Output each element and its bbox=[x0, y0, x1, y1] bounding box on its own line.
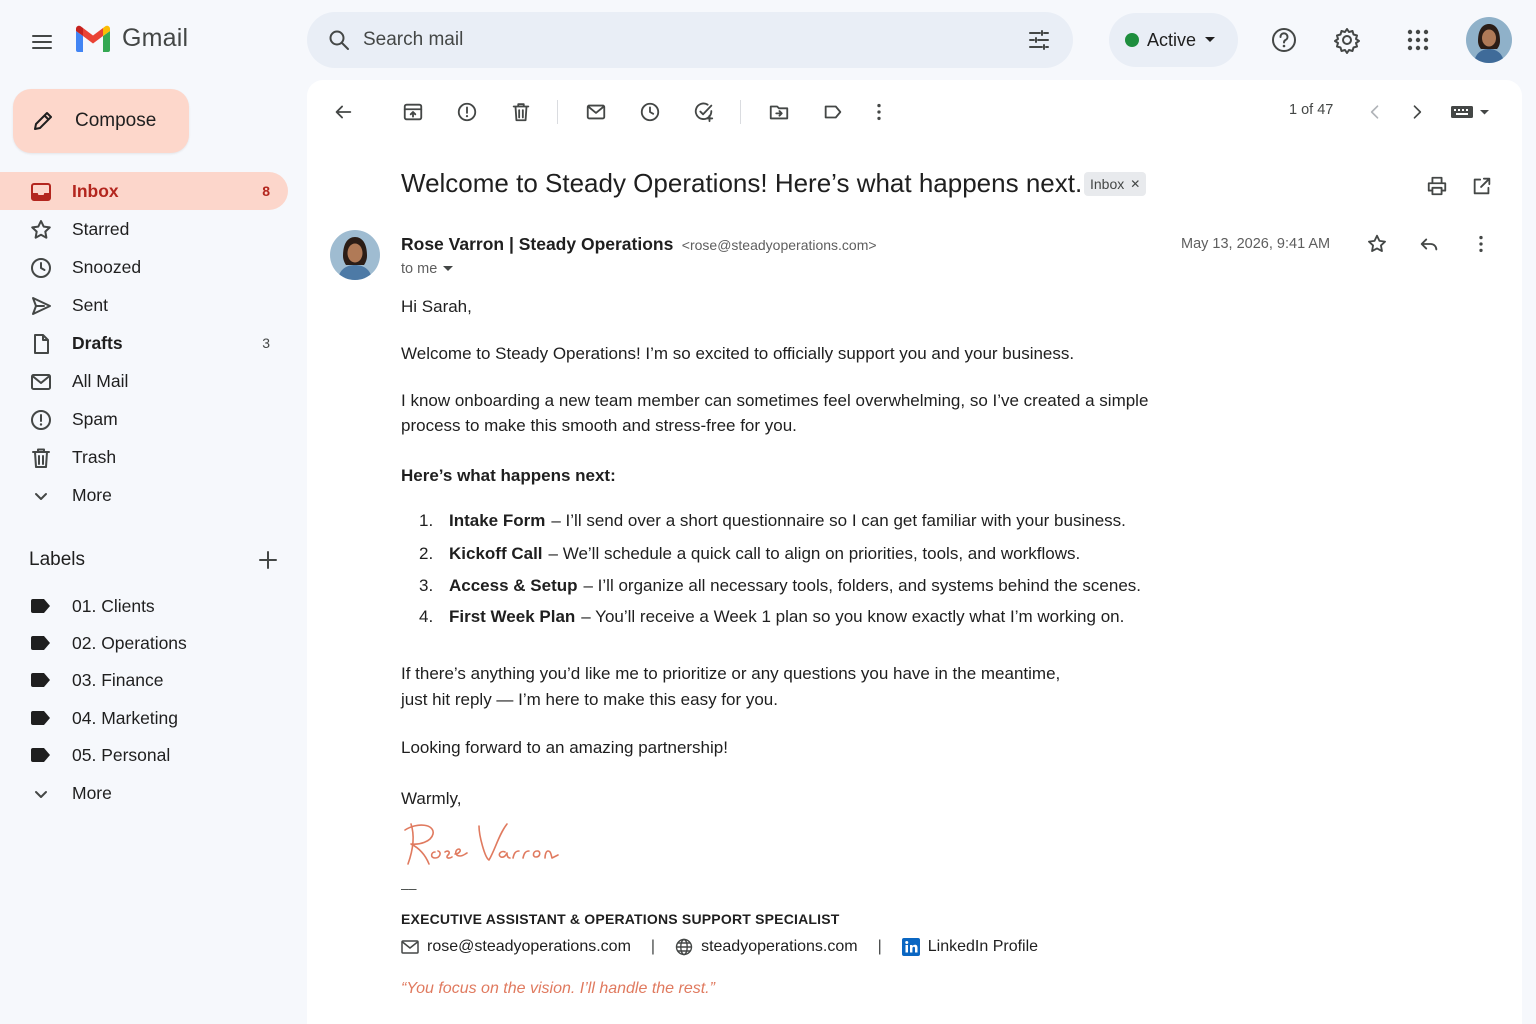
labels-more-label: More bbox=[72, 782, 112, 803]
star-icon bbox=[1366, 233, 1388, 255]
label-tag-icon bbox=[31, 636, 51, 650]
label-tag-icon bbox=[31, 711, 51, 725]
list-item-title: Kickoff Call bbox=[449, 544, 543, 563]
open-new-window-button[interactable] bbox=[1466, 170, 1498, 202]
labels-button[interactable] bbox=[817, 96, 849, 128]
message-view bbox=[307, 80, 1522, 1024]
pagination-count: 1 of 47 bbox=[1289, 102, 1334, 118]
tune-icon bbox=[1027, 28, 1051, 52]
list-item-text: – You’ll receive a Week 1 plan so you know exactly what I’m working on. bbox=[581, 607, 1125, 626]
draft-count: 3 bbox=[262, 335, 270, 351]
signature-divider: –– bbox=[401, 880, 417, 896]
label-item-marketing[interactable] bbox=[0, 700, 288, 736]
signature-quote: “You focus on the vision. I’ll handle the rest.” bbox=[401, 980, 715, 997]
search-input[interactable] bbox=[363, 12, 1003, 68]
remove-label-icon[interactable]: ✕ bbox=[1130, 177, 1141, 191]
sidebar-item-label: Snoozed bbox=[72, 256, 142, 277]
brand-name: Gmail bbox=[122, 24, 189, 52]
spam-icon bbox=[29, 408, 53, 432]
label-item-personal[interactable] bbox=[0, 737, 288, 773]
signature-linkedin-link[interactable]: LinkedIn Profile bbox=[927, 938, 1039, 955]
add-to-tasks-button[interactable] bbox=[688, 96, 720, 128]
signature-email-link[interactable]: rose@steadyoperations.com bbox=[427, 938, 631, 955]
chevron-left-icon bbox=[1365, 102, 1385, 122]
sidebar-item-starred[interactable] bbox=[0, 210, 288, 248]
status-chip[interactable] bbox=[1109, 13, 1238, 67]
account-avatar[interactable] bbox=[1466, 17, 1512, 63]
clock-icon bbox=[29, 256, 53, 280]
body-paragraph: Looking forward to an amazing partnership! bbox=[401, 738, 728, 757]
compose-button[interactable] bbox=[13, 89, 189, 153]
sender-email: <rose@steadyoperations.com> bbox=[681, 237, 877, 253]
more-vert-icon bbox=[868, 101, 890, 123]
more-vert-icon bbox=[1470, 233, 1492, 255]
delete-button[interactable] bbox=[505, 96, 537, 128]
archive-icon bbox=[402, 101, 424, 123]
label-item-operations[interactable] bbox=[0, 625, 288, 661]
print-icon bbox=[1426, 175, 1448, 197]
move-to-button[interactable] bbox=[763, 96, 795, 128]
sidebar-item-spam[interactable] bbox=[0, 400, 288, 438]
sidebar-item-all-mail[interactable] bbox=[0, 362, 288, 400]
caret-down-icon bbox=[443, 266, 453, 272]
star-icon bbox=[29, 218, 53, 242]
mail-icon bbox=[29, 370, 53, 394]
toolbar-divider bbox=[740, 100, 741, 124]
print-button[interactable] bbox=[1421, 170, 1453, 202]
list-item-title: Access & Setup bbox=[449, 576, 578, 595]
steps-heading: Here’s what happens next: bbox=[401, 466, 616, 485]
label-name: 03. Finance bbox=[72, 669, 164, 690]
list-item-text: – We’ll schedule a quick call to align on priorities, tools, and workflows. bbox=[548, 544, 1081, 563]
sidebar-item-label: More bbox=[72, 484, 112, 505]
arrow-back-icon bbox=[332, 101, 354, 123]
signature-website-link[interactable]: steadyoperations.com bbox=[701, 938, 858, 955]
reply-button[interactable] bbox=[1413, 228, 1445, 260]
gmail-m-icon bbox=[74, 25, 112, 53]
sidebar-item-snoozed[interactable] bbox=[0, 248, 288, 286]
sidebar-item-label: Sent bbox=[72, 294, 108, 315]
input-tools-button[interactable] bbox=[1447, 98, 1495, 126]
folder-move-icon bbox=[768, 101, 790, 123]
recipient-label: to me bbox=[401, 261, 438, 277]
inbox-icon bbox=[29, 180, 53, 204]
list-item-text: – I’ll organize all necessary tools, folders, and systems behind the scenes. bbox=[583, 576, 1142, 595]
sidebar-item-label: Spam bbox=[72, 408, 118, 429]
settings-button[interactable] bbox=[1327, 20, 1367, 60]
signature-contact bbox=[401, 938, 1038, 956]
body-paragraph: I know onboarding a new team member can sometimes feel overwhelming, so I’ve created a simple bbox=[401, 391, 1149, 410]
snooze-button[interactable] bbox=[634, 96, 666, 128]
label-tag-icon bbox=[31, 599, 51, 613]
label-chip-text: Inbox bbox=[1090, 176, 1125, 192]
sidebar-item-label: Starred bbox=[72, 218, 130, 239]
globe-icon bbox=[675, 938, 693, 956]
label-name: 02. Operations bbox=[72, 632, 187, 653]
trash-icon bbox=[510, 101, 532, 123]
open-in-new-icon bbox=[1471, 175, 1493, 197]
greeting: Hi Sarah, bbox=[401, 297, 472, 316]
sidebar-item-label: Inbox bbox=[72, 180, 119, 201]
sender-avatar[interactable] bbox=[330, 230, 380, 280]
list-number: 3. bbox=[419, 576, 434, 595]
sidebar-item-inbox[interactable] bbox=[0, 172, 288, 210]
plus-icon bbox=[258, 550, 278, 570]
spam-icon bbox=[456, 101, 478, 123]
label-item-clients[interactable] bbox=[0, 588, 288, 624]
sidebar-item-sent[interactable] bbox=[0, 286, 288, 324]
sidebar-item-label: Drafts bbox=[72, 332, 123, 353]
search-bar[interactable] bbox=[307, 12, 1073, 68]
clock-icon bbox=[639, 101, 661, 123]
list-number: 2. bbox=[419, 544, 434, 563]
unread-count: 8 bbox=[262, 183, 270, 199]
search-icon bbox=[327, 28, 351, 52]
gear-icon bbox=[1333, 26, 1361, 54]
mail-icon bbox=[585, 101, 607, 123]
archive-button[interactable] bbox=[397, 96, 429, 128]
body-paragraph: process to make this smooth and stress-free for you. bbox=[401, 416, 797, 435]
report-spam-button[interactable] bbox=[451, 96, 483, 128]
star-button[interactable] bbox=[1361, 228, 1393, 260]
sender-line bbox=[401, 234, 877, 255]
create-label-button[interactable] bbox=[256, 548, 280, 572]
message-more-button[interactable] bbox=[1465, 228, 1497, 260]
handwritten-signature bbox=[401, 812, 581, 870]
sidebar-item-more[interactable] bbox=[0, 476, 288, 514]
gmail-logo[interactable] bbox=[74, 24, 188, 53]
inbox-label-chip[interactable] bbox=[1084, 172, 1146, 196]
label-tag-icon bbox=[31, 673, 51, 687]
avatar-image bbox=[1466, 17, 1512, 63]
list-item-title: First Week Plan bbox=[449, 607, 576, 626]
sidebar-item-label: All Mail bbox=[72, 370, 129, 391]
older-button[interactable] bbox=[1401, 96, 1433, 128]
mark-unread-button[interactable] bbox=[580, 96, 612, 128]
recipient-details[interactable] bbox=[401, 261, 453, 277]
help-button[interactable] bbox=[1264, 20, 1304, 60]
mail-icon bbox=[401, 940, 419, 954]
help-icon bbox=[1270, 26, 1298, 54]
compose-label: Compose bbox=[75, 110, 157, 131]
separator: | bbox=[650, 938, 656, 955]
chevron-right-icon bbox=[1407, 102, 1427, 122]
pencil-icon bbox=[31, 109, 55, 133]
more-actions-button[interactable] bbox=[863, 96, 895, 128]
draft-icon bbox=[29, 332, 53, 356]
back-button[interactable] bbox=[327, 96, 359, 128]
sidebar-item-trash[interactable] bbox=[0, 438, 288, 476]
sender-name[interactable]: Rose Varron | Steady Operations bbox=[401, 234, 674, 254]
hamburger-icon bbox=[30, 30, 54, 54]
keyboard-icon bbox=[1447, 102, 1495, 122]
list-item bbox=[419, 576, 1141, 596]
status-dot bbox=[1125, 33, 1139, 47]
apps-grid-icon bbox=[1406, 28, 1430, 52]
separator: | bbox=[877, 938, 882, 955]
list-item bbox=[419, 511, 1126, 531]
message-date: May 13, 2026, 9:41 AM bbox=[1181, 236, 1331, 252]
main-menu-button[interactable] bbox=[22, 22, 62, 62]
trash-icon bbox=[29, 446, 53, 470]
closing: Warmly, bbox=[401, 789, 462, 808]
label-icon bbox=[822, 101, 844, 123]
label-tag-icon bbox=[31, 748, 51, 762]
sidebar-item-label: Trash bbox=[72, 446, 117, 467]
list-item bbox=[419, 607, 1124, 627]
send-icon bbox=[29, 294, 53, 318]
list-number: 4. bbox=[419, 607, 434, 626]
search-options-button[interactable] bbox=[1021, 22, 1057, 58]
signature-title: EXECUTIVE ASSISTANT & OPERATIONS SUPPORT SPECIALIST bbox=[401, 911, 840, 927]
linkedin-icon bbox=[902, 938, 920, 956]
list-number: 1. bbox=[419, 511, 434, 530]
chevron-down-icon bbox=[29, 484, 53, 508]
body-paragraph: If there’s anything you’d like me to prioritize or any questions you have in the meantime, bbox=[401, 664, 1061, 683]
add-task-icon bbox=[693, 101, 715, 123]
list-item-text: – I’ll send over a short questionnaire so I can get familiar with your business. bbox=[551, 511, 1126, 530]
body-paragraph: just hit reply — I’m here to make this easy for you. bbox=[401, 690, 778, 709]
reply-icon bbox=[1418, 233, 1440, 255]
sidebar-item-drafts[interactable] bbox=[0, 324, 288, 362]
caret-down-icon bbox=[1204, 36, 1216, 44]
labels-more[interactable] bbox=[0, 774, 288, 812]
apps-button[interactable] bbox=[1398, 20, 1438, 60]
label-name: 01. Clients bbox=[72, 595, 155, 616]
avatar-image bbox=[330, 230, 380, 280]
label-name: 04. Marketing bbox=[72, 707, 179, 728]
body-paragraph: Welcome to Steady Operations! I’m so excited to officially support you and your business. bbox=[401, 344, 1075, 363]
label-item-finance[interactable] bbox=[0, 662, 288, 698]
search-button[interactable] bbox=[321, 22, 357, 58]
toolbar-divider bbox=[557, 100, 558, 124]
labels-heading: Labels bbox=[29, 549, 85, 570]
newer-button[interactable] bbox=[1359, 96, 1391, 128]
list-item bbox=[419, 544, 1080, 564]
message-subject: Welcome to Steady Operations! Here’s what happens next. bbox=[401, 168, 1083, 198]
list-item-title: Intake Form bbox=[449, 511, 546, 530]
status-label: Active bbox=[1147, 29, 1197, 50]
chevron-down-icon bbox=[29, 782, 53, 806]
label-name: 05. Personal bbox=[72, 744, 171, 765]
